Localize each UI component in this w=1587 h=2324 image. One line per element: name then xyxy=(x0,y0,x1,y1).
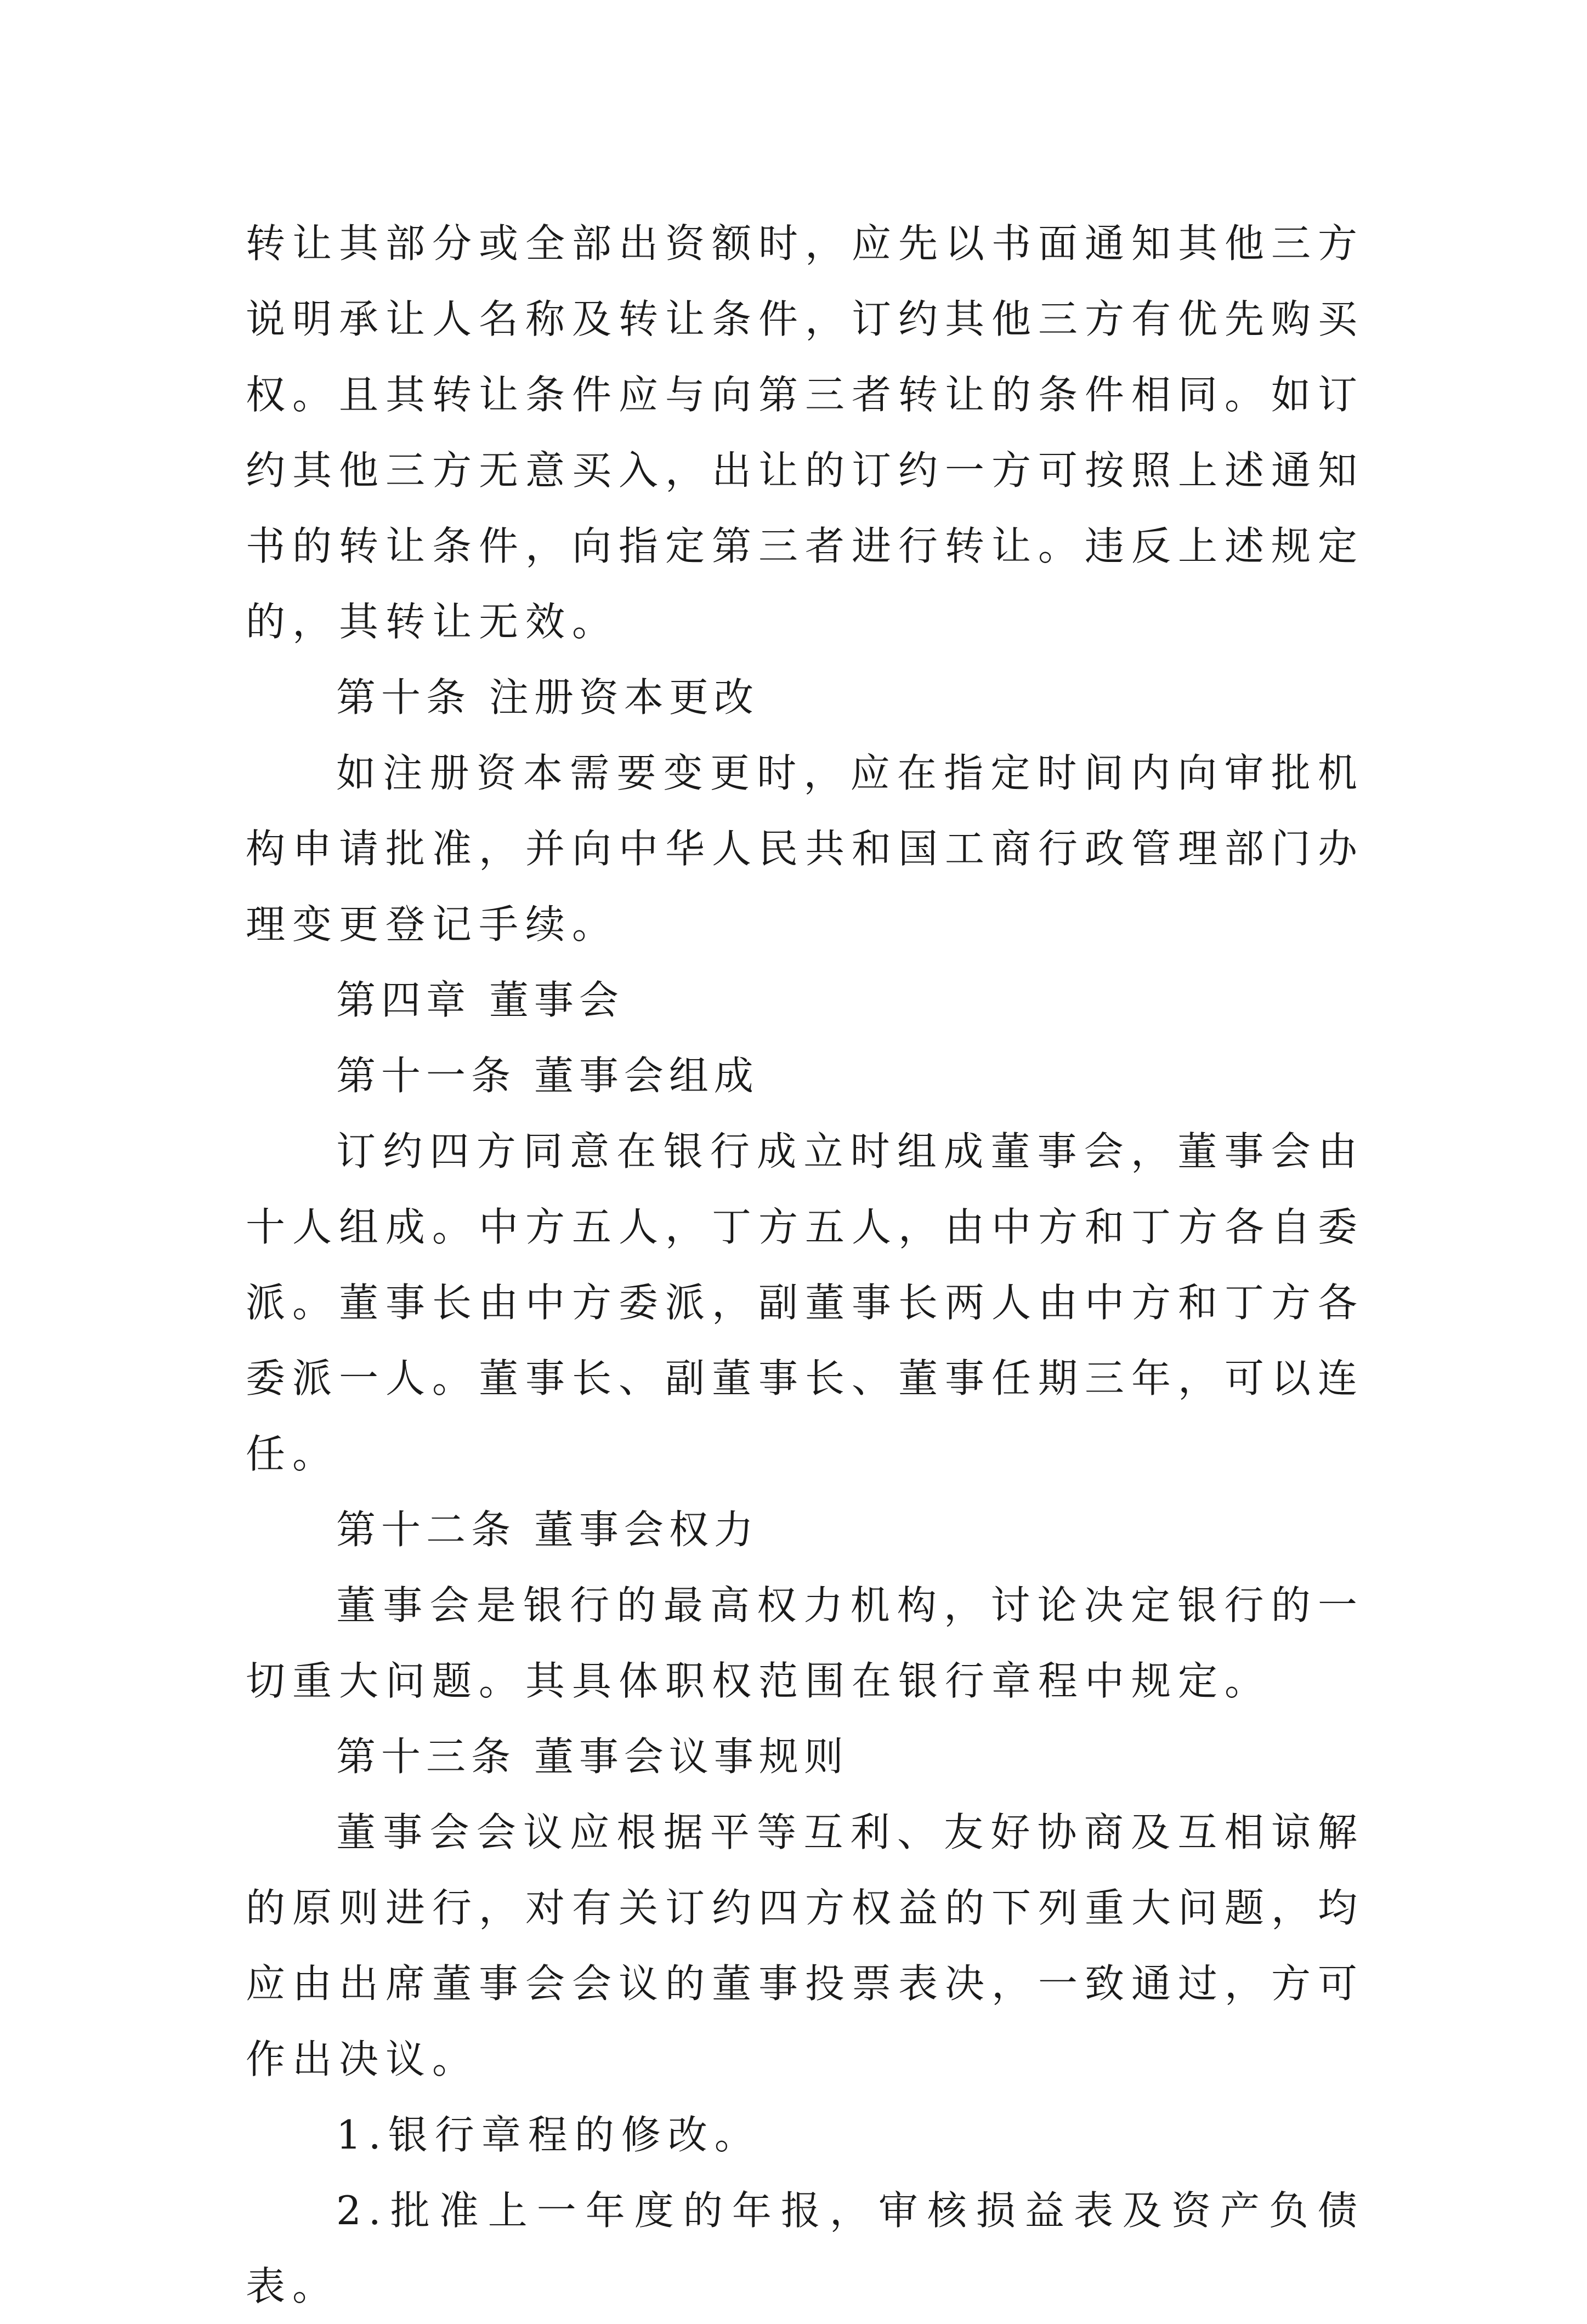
paragraph-board-rules: 董事会会议应根据平等互利、友好协商及互相谅解的原则进行，对有关订约四方权益的下列重大问题，均应由出席董事会会议的董事投票表决，一致通过，方可作出决议。 xyxy=(246,1809,1365,2082)
heading-article-13: 第十三条 董事会议事规则 xyxy=(336,1734,849,1780)
paragraph-capital-change: 如注册资本需要变更时，应在指定时间内向审批机构申请批准，并向中华人民共和国工商行政管理部门办理变更登记手续。 xyxy=(246,750,1365,947)
list-item-1: 1.银行章程的修改。 xyxy=(336,2112,761,2158)
paragraph-transfer-rules: 转让其部分或全部出资额时，应先以书面通知其他三方说明承让人名称及转让条件，订约其他三方有优先购买权。且其转让条件应与向第三者转让的条件相同。如订约其他三方无意买入，出让的订约一方可按照上述通知书的转让条件，向指定第三者进行转让。违反上述规定的，其转让无效。 xyxy=(246,220,1365,645)
paragraph-board-powers: 董事会是银行的最高权力机构，讨论决定银行的一切重大问题。其具体职权范围在银行章程中规定。 xyxy=(246,1582,1364,1704)
heading-article-12: 第十二条 董事会权力 xyxy=(336,1507,759,1553)
list-item-2: 2.批准上一年度的年报，审核损益表及资产负债表。 xyxy=(246,2187,1364,2309)
document-body xyxy=(246,206,1364,2324)
heading-chapter-4: 第四章 董事会 xyxy=(336,977,624,1023)
heading-article-11: 第十一条 董事会组成 xyxy=(336,1053,759,1099)
heading-article-10: 第十条 注册资本更改 xyxy=(336,674,759,720)
paragraph-board-composition: 订约四方同意在银行成立时组成董事会，董事会由十人组成。中方五人，丁方五人，由中方和丁方各自委派。董事长由中方委派，副董事长两人由中方和丁方各委派一人。董事长、副董事长、董事任期三年，可以连任。 xyxy=(246,1128,1365,1477)
